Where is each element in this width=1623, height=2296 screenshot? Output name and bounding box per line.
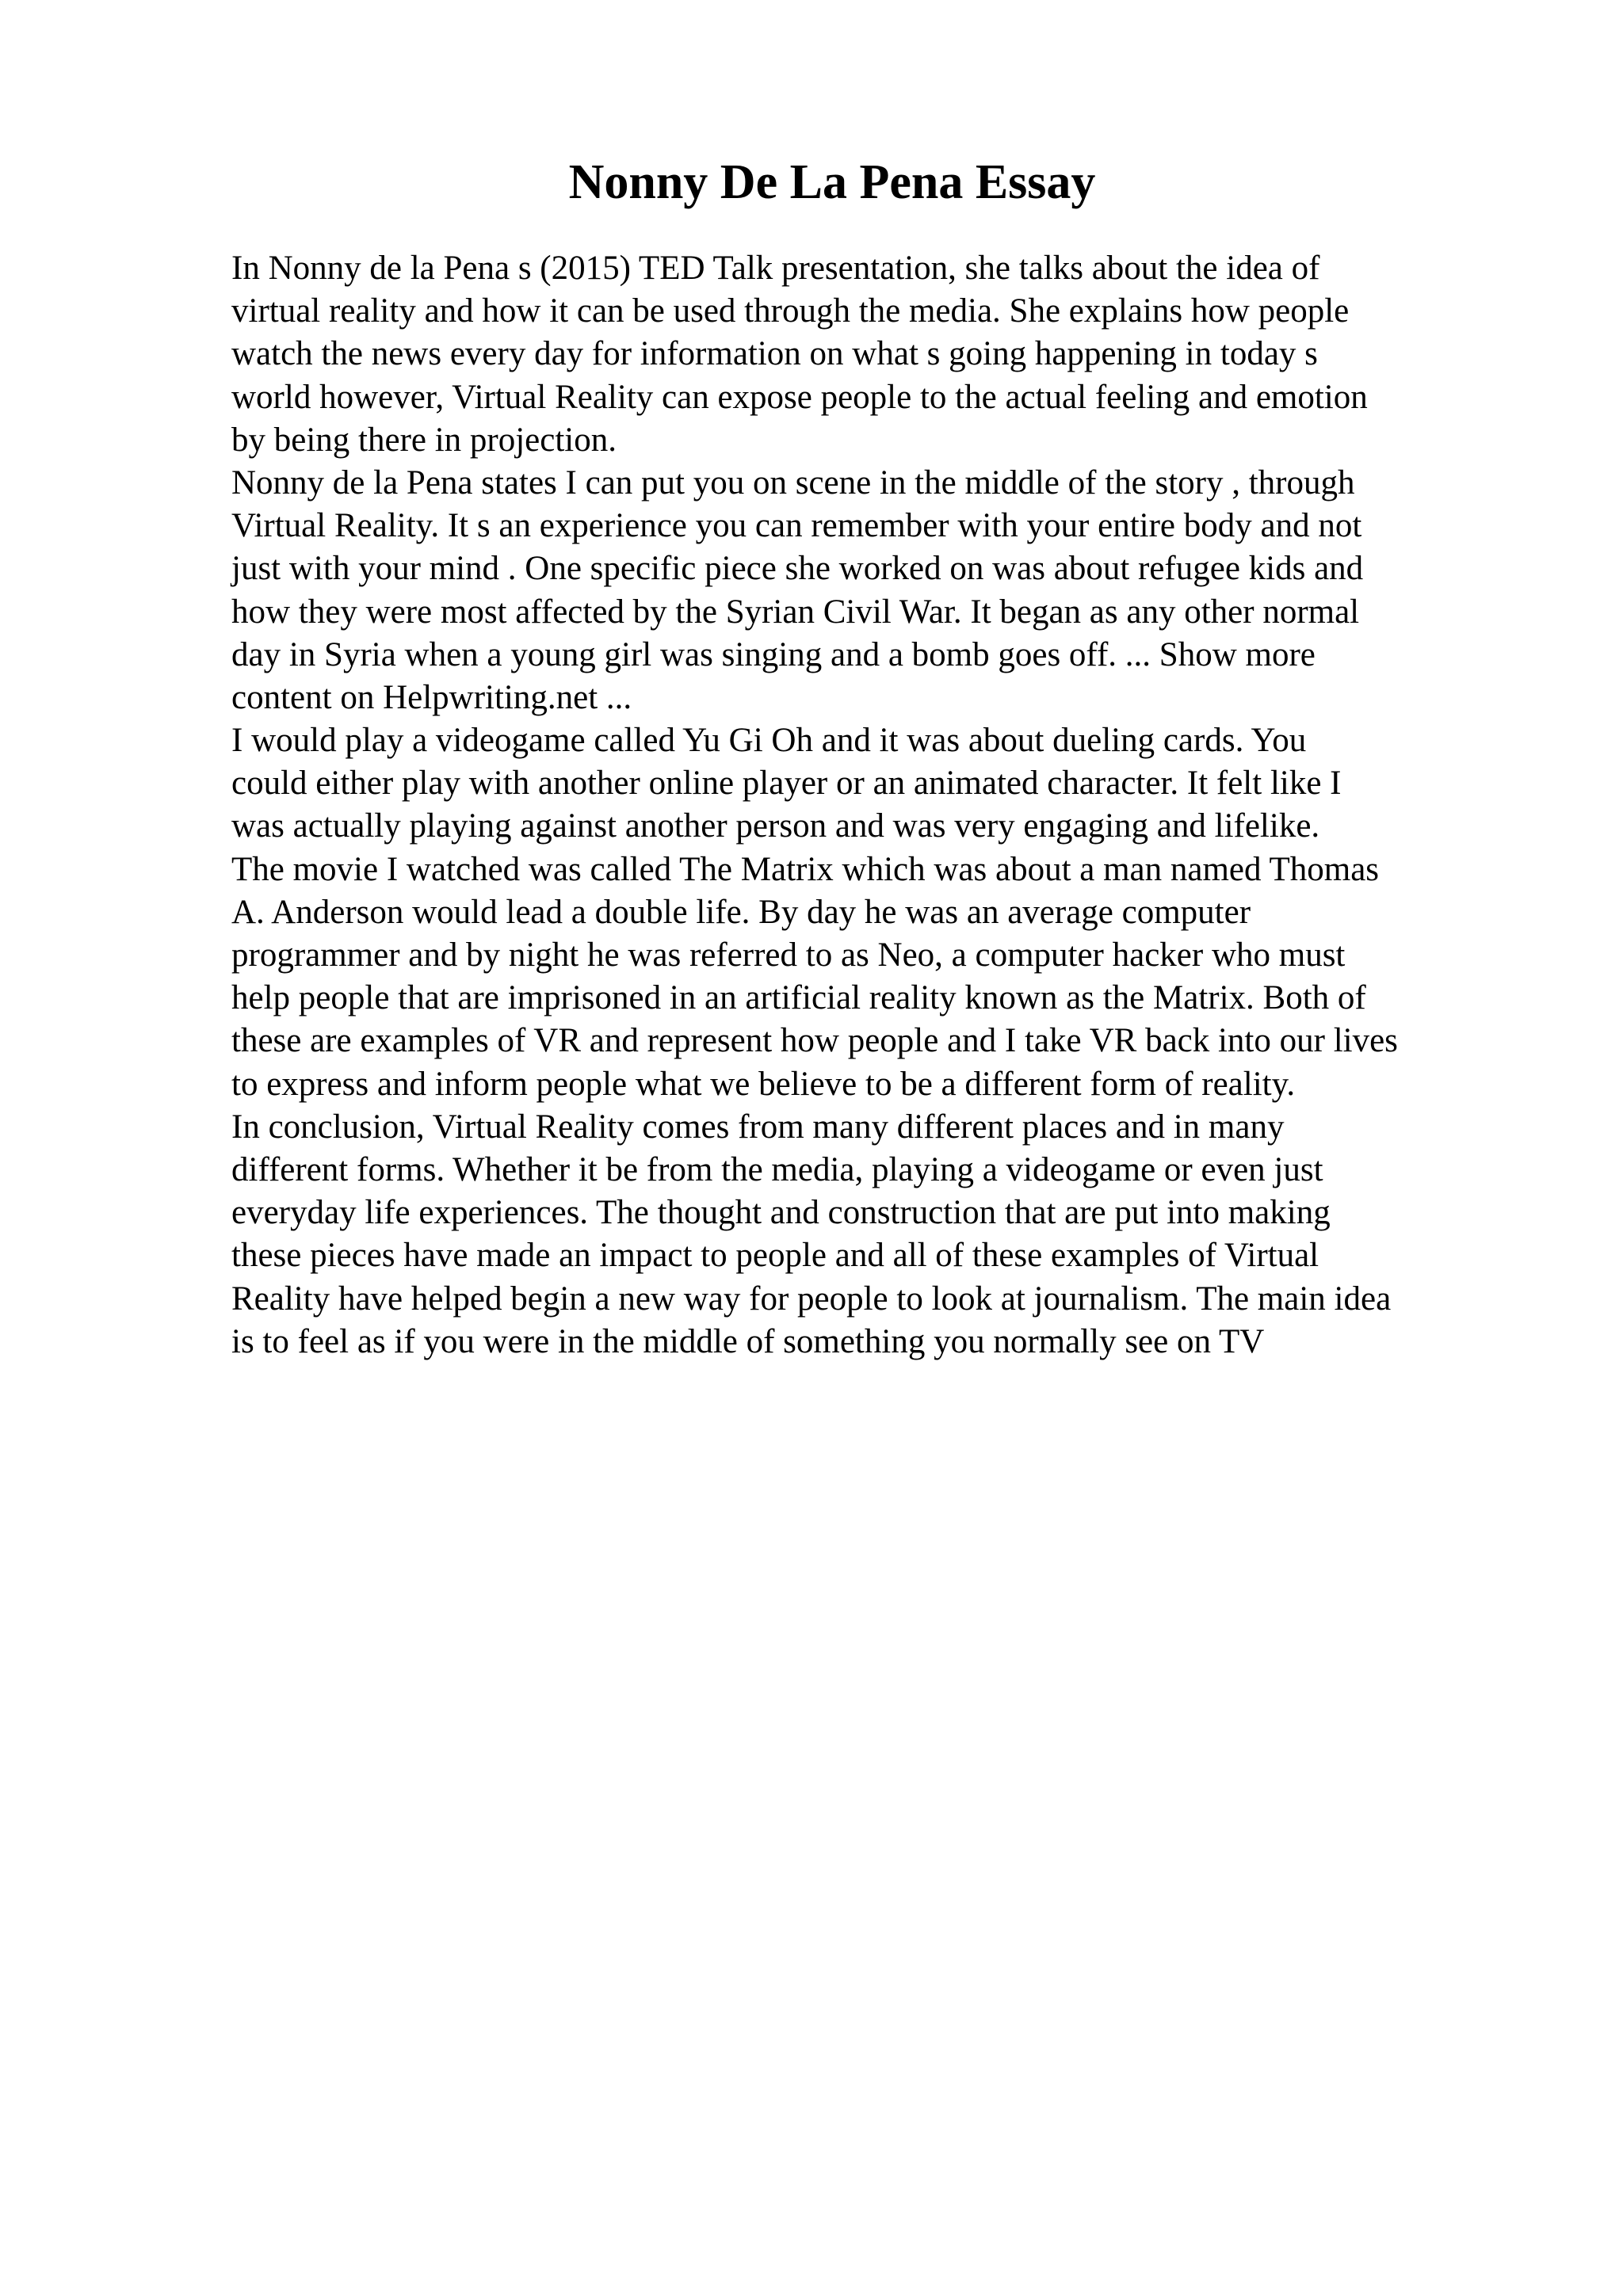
text-line: world however, Virtual Reality can expose people to the actual feeling and emotion: [231, 378, 1368, 416]
text-line: everyday life experiences. The thought and construction that are put into making: [231, 1194, 1331, 1232]
text-line: I would play a videogame called Yu Gi Oh and it was about dueling cards. You: [231, 722, 1307, 760]
text-line: to express and inform people what we believe to be a different form of reality.: [231, 1065, 1296, 1103]
text-line: was actually playing against another person and was very engaging and lifelike.: [231, 807, 1320, 845]
text-line: is to feel as if you were in the middle of something you normally see on TV: [231, 1322, 1265, 1360]
essay-body: [231, 247, 1515, 1363]
text-line: day in Syria when a young girl was singing and a bomb goes off. ... Show more: [231, 635, 1316, 673]
text-line: Virtual Reality. It s an experience you can remember with your entire body and not: [231, 507, 1362, 545]
text-line: watch the news every day for information on what s going happening in today s: [231, 335, 1318, 373]
text-line: different forms. Whether it be from the media, playing a videogame or even just: [231, 1150, 1323, 1188]
text-line: In conclusion, Virtual Reality comes from many different places and in many: [231, 1108, 1285, 1146]
text-line: In Nonny de la Pena s (2015) TED Talk presentation, she talks about the idea of: [231, 250, 1320, 287]
text-line: The movie I watched was called The Matrix which was about a man named Thomas: [231, 850, 1380, 888]
text-line: these pieces have made an impact to people and all of these examples of Virtual: [231, 1237, 1319, 1275]
text-line: Nonny de la Pena states I can put you on scene in the middle of the story , through: [231, 463, 1355, 502]
text-line: could either play with another online player or an animated character. It felt like I: [231, 765, 1342, 803]
text-line: these are examples of VR and represent how people and I take VR back into our lives: [231, 1022, 1398, 1060]
text-line: Reality have helped begin a new way for people to look at journalism. The main idea: [231, 1280, 1392, 1318]
text-line: content on Helpwriting.net ...: [231, 678, 632, 716]
text-line: A. Anderson would lead a double life. By day he was an average computer: [231, 893, 1251, 931]
text-line: how they were most affected by the Syrian Civil War. It began as any other normal: [231, 593, 1360, 631]
text-line: just with your mind . One specific piece she worked on was about refugee kids and: [231, 550, 1364, 588]
text-line: virtual reality and how it can be used through the media. She explains how people: [231, 292, 1350, 330]
essay-title: Nonny De La Pena Essay: [568, 155, 1096, 209]
text-line: by being there in projection.: [231, 421, 617, 459]
text-line: help people that are imprisoned in an artificial reality known as the Matrix. Both of: [231, 979, 1366, 1017]
text-line: programmer and by night he was referred to as Neo, a computer hacker who must: [231, 936, 1346, 974]
